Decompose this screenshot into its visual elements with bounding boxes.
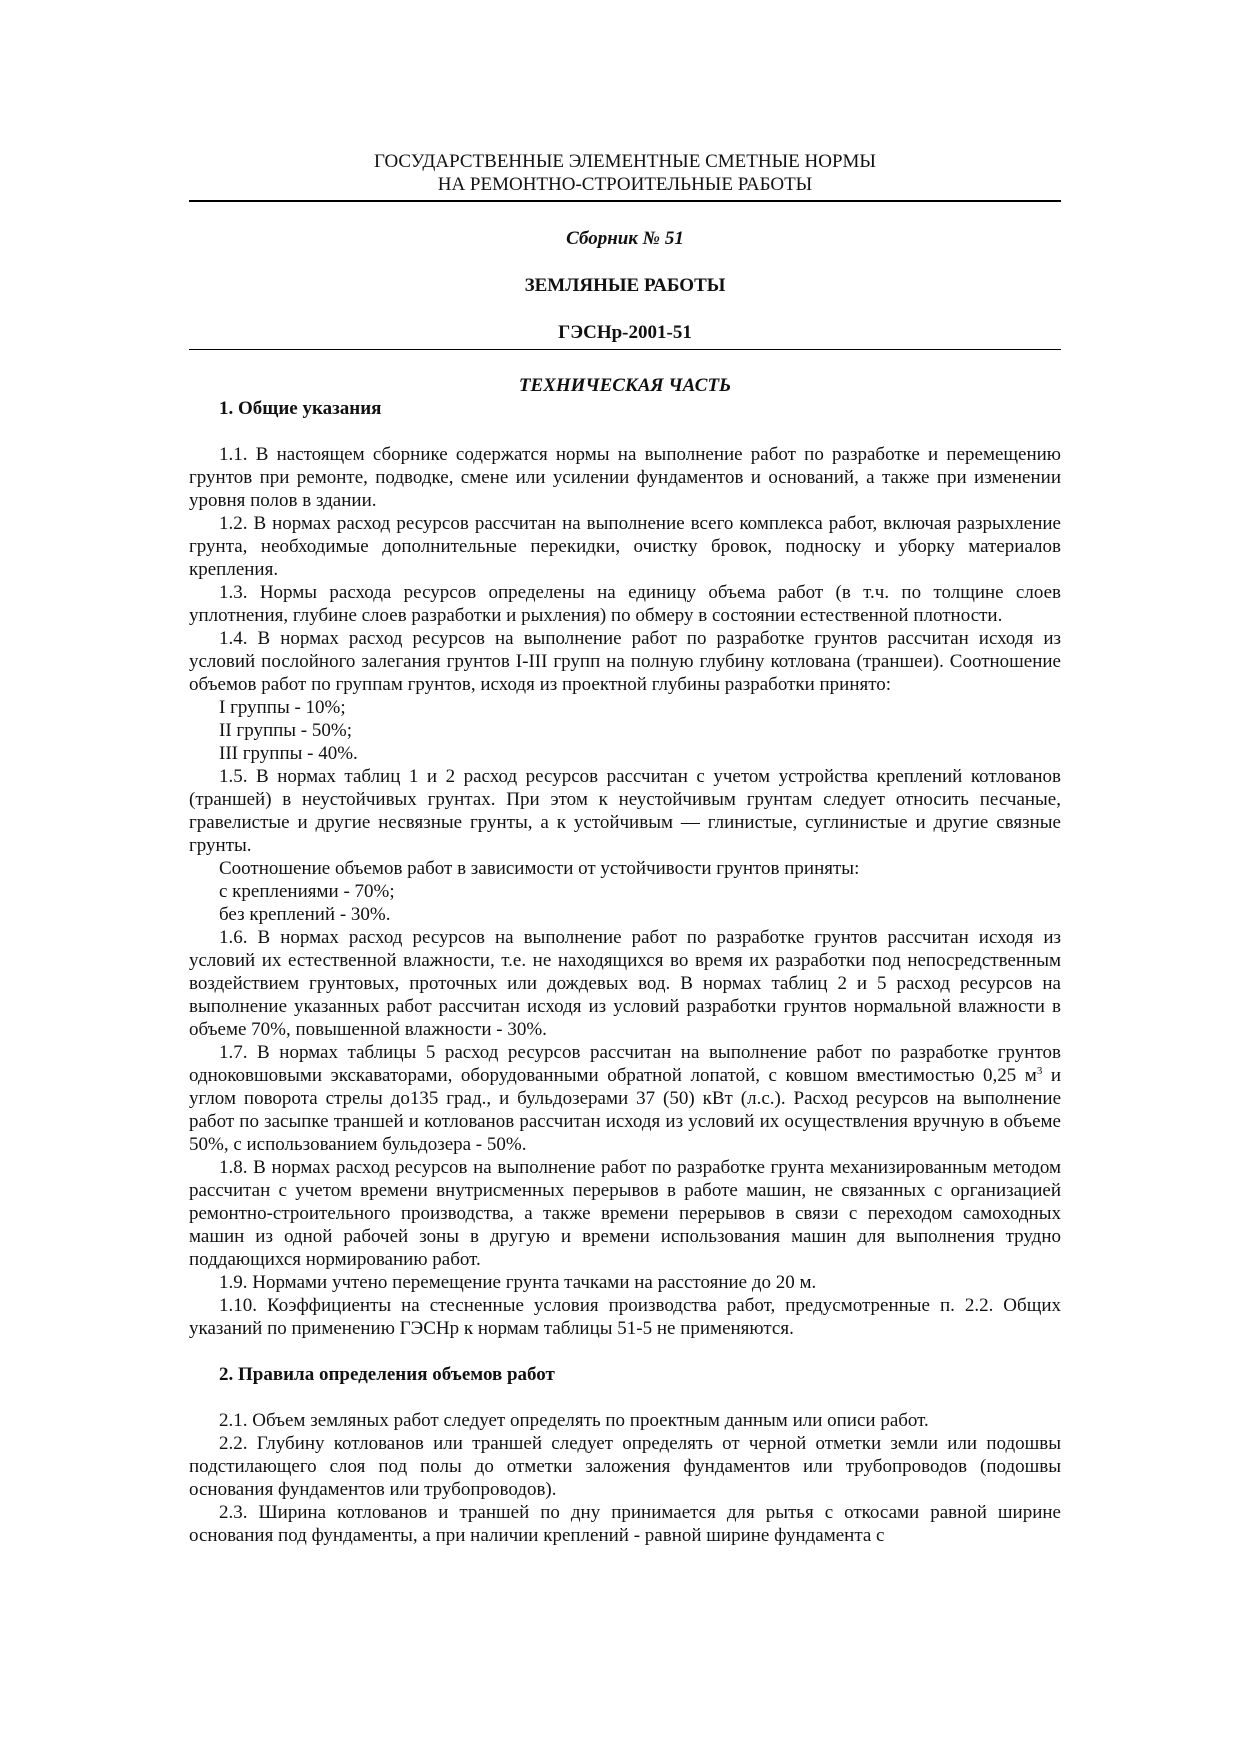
paragraph-1-1: 1.1. В настоящем сборнике содержатся нормы на выполнение работ по разработке и перемещению грунтов при ремонте, подводке, смене или усилении фундаментов и оснований, а также при изменении уровня полов в здании.: [189, 444, 1061, 511]
paragraph-1-7: [189, 1041, 1061, 1156]
ratio-without-supports: без креплений - 30%.: [219, 904, 391, 925]
collection-title: ЗЕМЛЯНЫЕ РАБОТЫ: [524, 275, 726, 296]
cubic-superscript: 3: [1036, 1065, 1043, 1077]
group-2-share: II группы - 50%;: [219, 720, 352, 741]
section-2-heading: 2. Правила определения объемов работ: [219, 1364, 555, 1385]
paragraph-1-2: 1.2. В нормах расход ресурсов рассчитан на выполнение всего комплекса работ, включая разрыхление грунта, необходимые дополнительные перекидки, очистку бровок, подноску и уборку материалов крепления.: [189, 513, 1061, 580]
document-page: [189, 150, 1061, 1547]
section-1-body: [189, 443, 1061, 1340]
collection-number: Сборник № 51: [566, 228, 684, 249]
paragraph-2-2: 2.2. Глубину котлованов или траншей следует определять от черной отметки земли или подошвы подстилающего слоя под полы до отметки заложения фундаментов или трубопроводов (подошвы основания фундаментов или трубопроводов).: [189, 1433, 1061, 1500]
header-line-1: ГОСУДАРСТВЕННЫЕ ЭЛЕМЕНТНЫЕ СМЕТНЫЕ НОРМЫ: [373, 151, 877, 172]
header-divider: [189, 200, 1061, 202]
ratio-intro: Соотношение объемов работ в зависимости от устойчивости грунтов приняты:: [219, 858, 860, 879]
paragraph-1-5: 1.5. В нормах таблиц 1 и 2 расход ресурсов рассчитан с учетом устройства креплений котлованов (траншей) в неустойчивых грунтах. При этом к неустойчивым грунтам следует относить песчаные, гравелистые и другие несвязные грунты, а к устойчивым — глинистые, суглинистые и другие связные грунты.: [189, 766, 1061, 856]
paragraph-1-10: 1.10. Коэффициенты на стесненные условия производства работ, предусмотренные п. 2.2. Общих указаний по применению ГЭСНр к нормам таблицы 51-5 не применяются.: [189, 1295, 1061, 1339]
paragraph-1-4: 1.4. В нормах расход ресурсов на выполнение работ по разработке грунтов рассчитан исходя из условий послойного залегания грунтов I-III групп на полную глубину котлована (траншеи). Соотношение объемов работ по группам грунтов, исходя из проектной глубины разработки принято:: [189, 628, 1061, 695]
ratio-with-supports: с креплениями - 70%;: [219, 881, 395, 902]
paragraph-1-7-part-b: и углом поворота стрелы до135 град., и бульдозерами 37 (50) кВт (л.с.). Расход ресурсов на выполнение работ по засыпке траншей и котлованов рассчитан исходя из условий их осуществления вручную в объеме 50%, с использованием бульдозера - 50%.: [189, 1065, 1061, 1155]
paragraph-1-8: 1.8. В нормах расход ресурсов на выполнение работ по разработке грунта механизированным методом рассчитан с учетом времени внутрисменных перерывов в работе машин, не связанных с организацией ремонтно-строительного производства, а также времени перерывов в связи с переходом самоходных машин из одной рабочей зоны в другую и времени использования машин для выполнения трудно поддающихся нормированию работ.: [189, 1157, 1061, 1270]
paragraph-1-3: 1.3. Нормы расхода ресурсов определены на единицу объема работ (в т.ч. по толщине слоев уплотнения, глубине слоев разработки и рыхления) по обмеру в состоянии естественной плотности.: [189, 582, 1061, 626]
header-line-2: НА РЕМОНТНО-СТРОИТЕЛЬНЫЕ РАБОТЫ: [437, 174, 813, 195]
section-1-heading: 1. Общие указания: [219, 398, 382, 419]
part-title: ТЕХНИЧЕСКАЯ ЧАСТЬ: [518, 375, 732, 396]
section-2-body: [189, 1409, 1061, 1547]
document-header: [189, 150, 1061, 196]
paragraph-2-3: 2.3. Ширина котлованов и траншей по дну принимается для рытья с откосами равной ширине основания под фундаменты, а при наличии креплений - равной ширине фундамента с: [189, 1502, 1061, 1546]
paragraph-1-7-part-a: 1.7. В нормах таблицы 5 расход ресурсов рассчитан на выполнение работ по разработке грунтов одноковшовыми экскаваторами, оборудованными обратной лопатой, с ковшом вместимостью 0,25 м: [189, 1042, 1061, 1086]
group-1-share: I группы - 10%;: [219, 697, 346, 718]
paragraph-1-6: 1.6. В нормах расход ресурсов на выполнение работ по разработке грунтов рассчитан исходя из условий их естественной влажности, т.е. не находящихся во время их разработки под непосредственным воздействием грунтовых, проточных или дождевых вод. В нормах таблиц 2 и 5 расход ресурсов на выполнение указанных работ рассчитан исходя из условий разработки грунтов нормальной влажности в объеме 70%, повышенной влажности - 30%.: [189, 927, 1061, 1040]
title-divider: [189, 349, 1061, 350]
group-3-share: III группы - 40%.: [219, 743, 358, 764]
paragraph-1-9: 1.9. Нормами учтено перемещение грунта тачками на расстояние до 20 м.: [219, 1272, 817, 1293]
paragraph-2-1: 2.1. Объем земляных работ следует определять по проектным данным или описи работ.: [219, 1410, 929, 1431]
collection-code: ГЭСНр-2001-51: [558, 322, 692, 343]
